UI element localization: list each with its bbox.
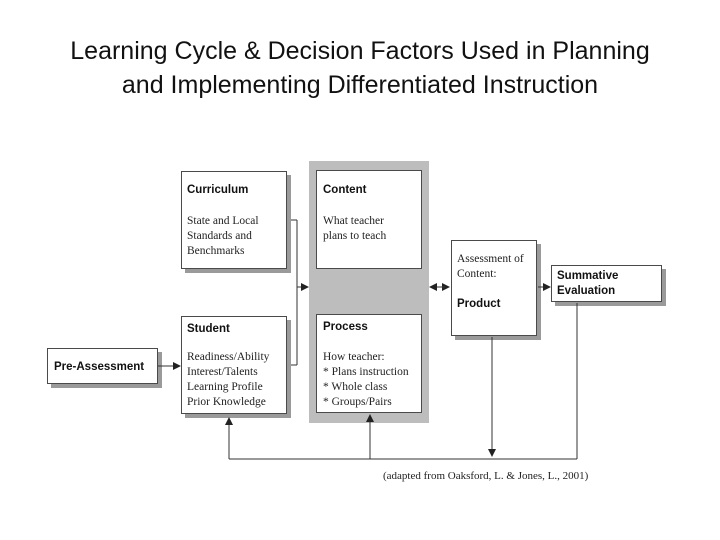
process-header: Process [323, 321, 368, 333]
pre-assessment-header: Pre-Assessment [54, 361, 145, 373]
assessment-body: Assessment of Content: [457, 253, 524, 280]
process-body: How teacher: * Plans instruction * Whole class * Groups/Pairs [323, 351, 409, 408]
title-line-2: and Implementing Differentiated Instruction [121, 71, 599, 99]
content-body: What teacher plans to teach [323, 215, 387, 242]
content-header: Content [323, 184, 367, 196]
title-line-1: Learning Cycle & Decision Factors Used in Planning [70, 37, 650, 65]
student-header: Student [187, 323, 230, 335]
student-body: Readiness/Ability Interest/Talents Learning Profile Prior Knowledge [187, 351, 270, 408]
summative-header-line-1: Summative [557, 270, 619, 282]
curriculum-body: State and Local Standards and Benchmarks [187, 215, 259, 257]
product-header: Product [457, 298, 501, 310]
summative-header-line-2: Evaluation [557, 285, 616, 297]
curriculum-header: Curriculum [187, 184, 249, 196]
source-credit: (adapted from Oaksford, L. & Jones, L., 2001) [383, 470, 589, 482]
